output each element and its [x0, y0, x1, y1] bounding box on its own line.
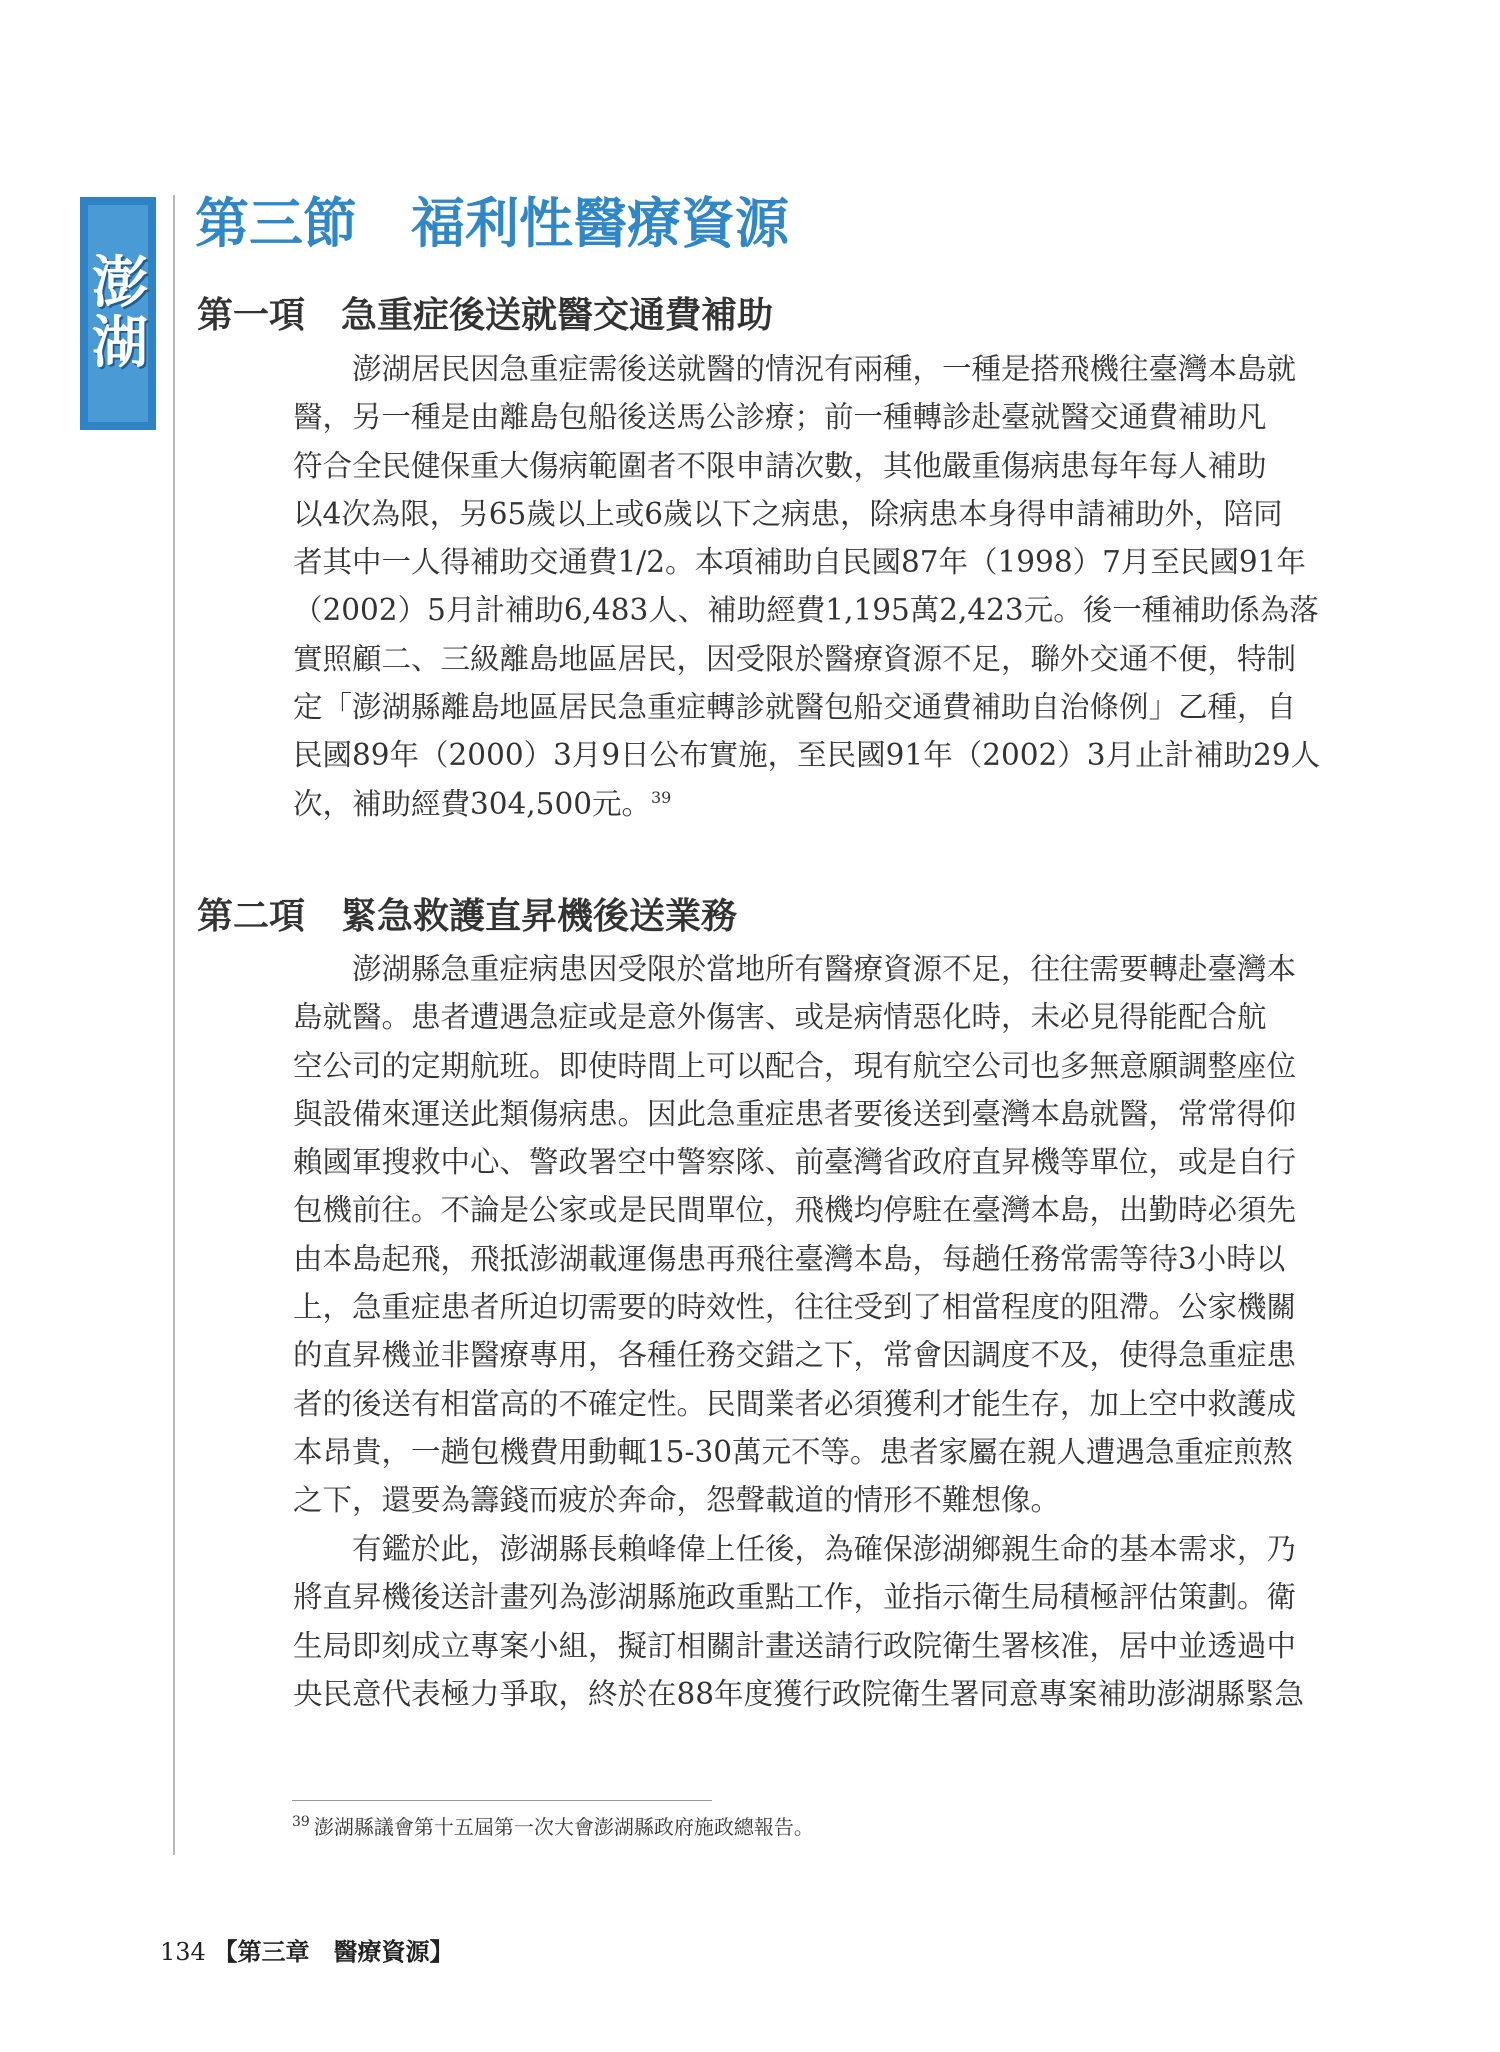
chapter-side-badge: [80, 197, 156, 430]
paragraph-line: 民國89年（2000）3月9日公布實施，至民國91年（2002）3月止計補助29人: [293, 738, 1321, 773]
footnote: [292, 1812, 814, 1842]
paragraph-line: 者其中一人得補助交通費1/2。本項補助自民國87年（1998）7月至民國91年: [293, 545, 1306, 580]
item2-heading: 第二項 緊急救護直昇機後送業務: [197, 896, 738, 937]
item2-paragraph-continued: [293, 1525, 1305, 1718]
paragraph-line: 醫，另一種是由離島包船後送馬公診療；前一種轉診赴臺就醫交通費補助凡: [293, 400, 1267, 435]
page-footer: [160, 1935, 453, 1969]
item2-paragraph: [293, 945, 1305, 1525]
paragraph-line: 澎湖居民因急重症需後送就醫的情況有兩種，一種是搭飛機往臺灣本島就: [293, 352, 1297, 386]
paragraph-text: 次，補助經費304,500元。: [293, 786, 651, 821]
paragraph-line: 澎湖縣急重症病患因受限於當地所有醫療資源不足，往往需要轉赴臺灣本: [293, 952, 1297, 986]
paragraph-line-last: [293, 780, 1305, 828]
margin-rule: [173, 195, 175, 1855]
footnote-number: 39: [292, 1814, 310, 1831]
paragraph-line: 央民意代表極力爭取，終於在88年度獲行政院衛生署同意專案補助澎湖縣緊急: [293, 1676, 1305, 1711]
badge-glyph: 澎湖: [92, 250, 144, 376]
page-number: 134: [160, 1938, 206, 1966]
paragraph-line: 實照顧二、三級離島地區居民，因受限於醫療資源不足，聯外交通不便，特制: [293, 641, 1297, 676]
paragraph-line: 上，急重症患者所迫切需要的時效性，往往受到了相當程度的阻滯。公家機關: [293, 1290, 1297, 1325]
paragraph-line: 生局即刻成立專案小組，擬訂相關計畫送請行政院衛生署核准，居中並透過中: [293, 1628, 1297, 1663]
paragraph-line: 定「澎湖縣離島地區居民急重症轉診就醫包船交通費補助自治條例」乙種，自: [293, 690, 1297, 725]
paragraph-line: 有鑑於此，澎湖縣長賴峰偉上任後，為確保澎湖鄉親生命的基本需求，乃: [293, 1532, 1297, 1566]
paragraph-line: （2002）5月計補助6,483人、補助經費1,195萬2,423元。後一種補助係為落: [293, 593, 1319, 628]
paragraph-line: 賴國軍搜救中心、警政署空中警察隊、前臺灣省政府直昇機等單位，或是自行: [293, 1145, 1297, 1180]
paragraph-line: 與設備來運送此類傷病患。因此急重症患者要後送到臺灣本島就醫，常常得仰: [293, 1096, 1297, 1131]
paragraph-line: 島就醫。患者遭遇急症或是意外傷害、或是病情惡化時，未必見得能配合航: [293, 1000, 1267, 1035]
item1-paragraph: [293, 345, 1321, 828]
paragraph-line: 以4次為限，另65歲以上或6歲以下之病患，除病患本身得申請補助外，陪同: [293, 496, 1283, 531]
paragraph-line: 符合全民健保重大傷病範圍者不限申請次數，其他嚴重傷病患每年每人補助: [293, 448, 1267, 483]
paragraph-line: 的直昇機並非醫療專用，各種任務交錯之下，常會因調度不及，使得急重症患: [293, 1338, 1297, 1373]
running-chapter-title: 【第三章 醫療資源】: [213, 1937, 454, 1966]
item1-heading: 第一項 急重症後送就醫交通費補助: [197, 295, 774, 336]
paragraph-line: 由本島起飛，飛抵澎湖載運傷患再飛往臺灣本島，每趟任務常需等待3小時以: [293, 1241, 1286, 1276]
badge-inner: [88, 205, 148, 422]
paragraph-line: 將直昇機後送計畫列為澎湖縣施政重點工作，並指示衛生局積極評估策劃。衛: [293, 1580, 1297, 1615]
paragraph-line: 者的後送有相當高的不確定性。民間業者必須獲利才能生存，加上空中救護成: [293, 1386, 1297, 1421]
paragraph-line: 之下，還要為籌錢而疲於奔命，怨聲載道的情形不難想像。: [293, 1483, 1061, 1518]
paragraph-line: 空公司的定期航班。即使時間上可以配合，現有航空公司也多無意願調整座位: [293, 1048, 1297, 1083]
paragraph-line: 包機前往。不論是公家或是民間單位，飛機均停駐在臺灣本島，出勤時必須先: [293, 1193, 1297, 1228]
footnote-text: 澎湖縣議會第十五屆第一次大會澎湖縣政府施政總報告。: [313, 1815, 814, 1839]
footnote-reference[interactable]: 39: [651, 787, 672, 807]
section-title: 第三節 福利性醫療資源: [195, 191, 789, 255]
footnote-divider: [292, 1800, 712, 1801]
paragraph-line: 本昂貴，一趟包機費用動輒15-30萬元不等。患者家屬在親人遭遇急重症煎熬: [293, 1434, 1293, 1469]
